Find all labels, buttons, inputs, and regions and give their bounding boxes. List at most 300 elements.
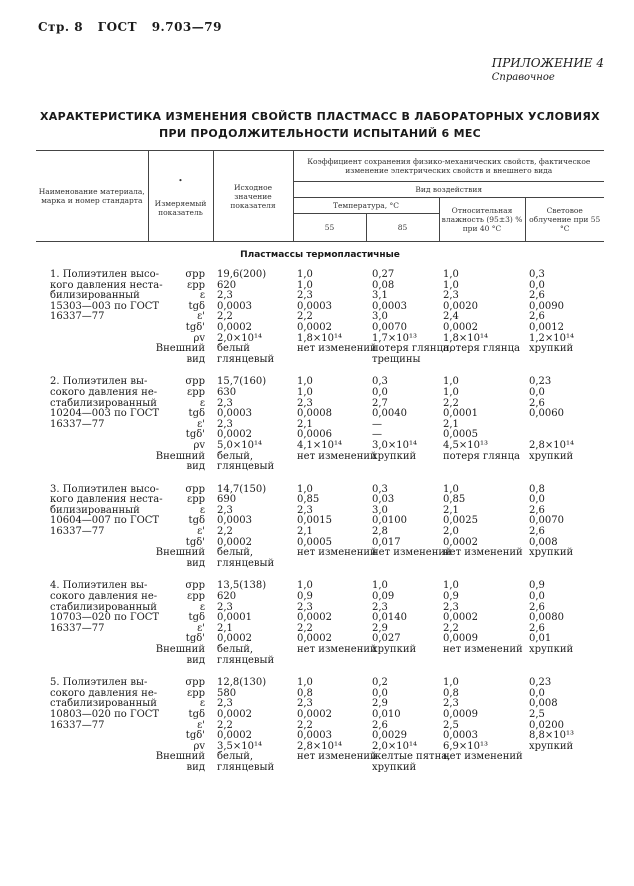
material-name-line: билизированный [50,504,140,516]
light-values-line: 0,0 [529,591,545,603]
humidity-values-line: 2,0 [443,526,459,538]
initial-values-line: белый, [217,751,254,763]
measured-params-line: tgδ' [185,633,205,645]
initial-values-line: 0,0002 [217,708,252,720]
light-values-line: 0,23 [529,677,552,689]
standard-label: ГОСТ [97,20,137,34]
appendix-subtitle: Справочное [491,72,555,83]
measured-params-line: εрр [187,494,205,506]
humidity-values-line: 0,9 [443,591,459,603]
light-values-line: хрупкий [529,740,574,752]
t85-values-line: 2,3 [372,601,388,613]
t85-values-line: 0,0040 [372,408,407,420]
light-values-line: 0,0070 [529,515,564,527]
t55-values-line: 0,85 [297,494,320,506]
light-values-cell [525,678,604,785]
table-row [36,377,604,484]
t55-values-line: 2,2 [297,622,313,634]
humidity-values-line [443,656,524,667]
material-name-cell [36,376,160,484]
t85-values-line: 2,9 [372,622,388,634]
measured-params-line: tgδ [188,515,205,527]
initial-values-line: 0,0002 [217,321,252,333]
humidity-values-line [443,462,524,473]
t55-values-line: 1,0 [297,269,313,280]
measured-params-line: ρv [193,439,205,451]
light-values-line: 0,0060 [529,408,564,420]
initial-values-line: 620 [217,591,237,603]
t85-values-line: хрупкий [372,761,417,773]
t85-values-line: 2,6 [372,719,388,731]
light-values-line: 0,0 [529,279,545,291]
light-values-line: 2,5 [529,708,545,720]
page-header [38,20,232,34]
measured-params-line: ε' [197,418,205,430]
t55-values-line: 0,0005 [297,536,332,548]
measured-params-line: Внешний [155,547,205,559]
measured-params-line: вид [186,761,205,773]
t55-values-line: 0,0002 [297,321,332,333]
initial-values-line: глянцевый [217,557,275,569]
light-values-line: 0,3 [529,269,545,280]
humidity-values-line: 2,1 [443,418,459,430]
initial-values-cell [213,678,293,785]
initial-values-line: 2,0×10¹⁴ [217,332,263,344]
t85-values-line: 0,0003 [372,300,407,312]
t55-values-line: 0,0003 [297,300,332,312]
t85-values-line: 2,7 [372,397,388,409]
humidity-values-line: потеря глянца [443,343,520,355]
col-header-measured-text: Измеряемый показатель [154,198,207,217]
measured-params-line: вид [186,461,205,473]
t55-values-line: 1,0 [297,279,313,291]
col-header-light: Световое облучение при 55 °С [525,198,604,242]
light-values-line: хрупкий [529,547,574,559]
measured-params-line: tgδ' [185,536,205,548]
light-values-line [529,355,603,366]
col-header-coefficient: Коэффициент сохранения физико-механических свойств, фактическое изменение электрических свойств и внешнего вида [293,151,604,182]
t85-values-line: желтые пятна, [372,751,451,763]
measured-params-line: σрр [185,269,205,280]
light-values-line: 2,6 [529,622,545,634]
col-header-exposure: Вид воздействия [293,182,604,198]
light-values-line: 2,6 [529,290,545,302]
t55-values-line: 2,3 [297,601,313,613]
col-header-temperature [293,198,439,242]
measured-params-line: ε' [197,526,205,538]
humidity-values-line: 1,8×10¹⁴ [443,332,489,344]
humidity-values-line: 2,2 [443,397,459,409]
measured-params-cell [148,581,213,678]
initial-values-line: 2,2 [217,311,233,323]
humidity-values-line: нет изменений [443,751,523,763]
material-name-cell [36,677,160,785]
initial-values-line: глянцевый [217,353,275,365]
measured-params-line: tgδ' [185,321,205,333]
initial-values-line: глянцевый [217,761,275,773]
light-values-line: хрупкий [529,450,574,462]
col-header-measured [148,151,213,242]
measured-params-line: tgδ [188,612,205,624]
measured-params-line: ε' [197,311,205,323]
t85-values-line: 0,3 [372,376,388,388]
initial-values-line: 0,0002 [217,536,252,548]
material-name-line: 16337—77 [50,418,105,430]
t85-values-line: 2,8 [372,526,388,538]
measured-params-line: ε [199,698,205,710]
measured-params-line: tgδ' [185,730,205,742]
initial-values-line: 2,3 [217,397,233,409]
humidity-values-line: 1,0 [443,376,459,388]
t85-values-line: трещины [372,353,421,365]
measured-params-line: σрр [185,677,205,689]
material-name-line: 15303—003 по ГОСТ [50,300,160,312]
header-dot: • [178,175,183,185]
t55-values-line: 1,0 [297,386,313,398]
measured-params-line: εрр [187,386,205,398]
t55-values-line: 2,1 [297,526,313,538]
measured-params-line: ε [199,601,205,613]
t55-values-cell [293,483,377,582]
measured-params-line: εрр [187,279,205,291]
light-values-line: 2,8×10¹⁴ [529,439,575,451]
table-header [36,151,604,243]
initial-values-line: белый, [217,450,254,462]
humidity-values-line: 0,0002 [443,536,478,548]
t55-values-line: 1,0 [297,580,313,592]
t85-values-line [372,559,438,570]
t85-values-line: 3,0 [372,504,388,516]
t85-values-line: 0,0 [372,687,388,699]
measured-params-line: σрр [185,483,205,495]
light-values-line [529,420,603,431]
humidity-values-line: 0,0001 [443,408,478,420]
material-name-line: билизированный [50,290,140,302]
initial-values-line: 0,0002 [217,730,252,742]
measured-params-line: ε [199,290,205,302]
material-name-line: 16337—77 [50,719,105,731]
table-row [36,678,604,785]
t85-values-line: 0,0 [372,386,388,398]
material-name-cell [36,483,163,582]
light-values-line [529,763,603,774]
humidity-values-line: 6,9×10¹³ [443,740,489,752]
t55-values-line: 2,1 [297,418,313,430]
t55-values-line: 4,1×10¹⁴ [297,439,343,451]
measured-params-line: Внешний [155,343,205,355]
title-line-1: ХАРАКТЕРИСТИКА ИЗМЕНЕНИЯ СВОЙСТВ ПЛАСТМАСС В ЛАБОРАТОРНЫХ УСЛОВИЯХ [40,110,600,123]
t55-values-line: 0,0002 [297,612,332,624]
temperature-label: Температура, °С [294,198,439,214]
light-values-line: 8,8×10¹³ [529,730,575,742]
table-body [36,242,604,786]
initial-values-line: 15,7(160) [217,376,267,388]
initial-values-line: белый, [217,644,254,655]
material-name-line: 5. Полиэтилен вы- [50,677,148,689]
humidity-values-line: 2,3 [443,290,459,302]
t55-values-line: 2,3 [297,290,313,302]
t85-values-line: 2,9 [372,698,388,710]
humidity-values-line: 1,0 [443,677,459,689]
initial-values-line: 2,2 [217,719,233,731]
t85-values-line: 1,0 [372,580,388,592]
measured-params-line: tgδ' [185,429,205,441]
light-values-line: 2,6 [529,397,545,409]
section-row [36,242,604,270]
measured-params-line: σрр [185,376,205,388]
temp-55-label: 55 [324,223,335,232]
t55-values-line: 1,0 [297,376,313,388]
light-values-line: 0,0012 [529,321,564,333]
t85-values-line: 0,09 [372,591,395,603]
t55-values-line: 0,9 [297,591,313,603]
humidity-values-line: 0,0025 [443,515,478,527]
t85-values-line: 0,0140 [372,612,407,624]
initial-values-line: 2,3 [217,698,233,710]
material-name-line: сокого давления не- [50,687,158,699]
material-name-line: стабилизированный [50,397,157,409]
humidity-values-line: 1,0 [443,580,459,592]
t85-values-cell [368,377,439,484]
t55-values-cell [293,580,377,678]
humidity-values-line: 0,8 [443,687,459,699]
light-values-line: хрупкий [529,343,574,355]
light-values-line: 2,6 [529,311,545,323]
material-name-line: сокого давления не- [50,386,158,398]
measured-params-line: tgδ [188,708,205,720]
measured-params-line: εрр [187,687,205,699]
light-values-line: 1,2×10¹⁴ [529,332,575,344]
initial-values-line: 2,3 [217,601,233,613]
humidity-values-line: 2,4 [443,311,459,323]
humidity-values-cell [439,377,525,484]
col-header-humidity: Относительная влажность (95±3) % при 40 °С [439,198,525,242]
t85-values-line: — [372,429,382,441]
humidity-values-line [443,355,524,366]
initial-values-line: 2,3 [217,504,233,516]
t55-values-line: 1,0 [297,483,313,495]
humidity-values-cell [439,270,525,377]
t85-values-line: 0,027 [372,633,401,645]
t85-values-line: 0,03 [372,494,395,506]
material-name-line: стабилизированный [50,601,157,613]
initial-values-line: 690 [217,494,237,506]
measured-params-line: tgδ [188,300,205,312]
measured-params-line: ρv [193,332,205,344]
humidity-values-line: 2,3 [443,601,459,613]
t85-values-line: 0,3 [372,483,388,495]
t55-values-cell [293,269,377,377]
t55-values-line: нет изменений [297,751,377,763]
measured-params-line: Внешний [155,644,205,655]
t85-values-line: — [372,418,382,430]
light-values-line: 0,0080 [529,612,564,624]
initial-values-cell [213,377,293,484]
measured-params-line: ρv [193,740,205,752]
material-name-line: 10604—007 по ГОСТ [50,515,160,527]
initial-values-line: 2,1 [217,622,233,634]
t55-values-line: 2,3 [297,504,313,516]
t55-values-line: нет изменений [297,450,377,462]
light-values-line: 0,0200 [529,719,564,731]
t55-values-line: 2,8×10¹⁴ [297,740,343,752]
light-values-line: 0,0090 [529,300,564,312]
humidity-values-line: 1,0 [443,269,459,280]
t55-values-line: 0,0003 [297,730,332,742]
t55-values-line: нет изменений [297,644,377,655]
material-name-line: 3. Полиэтилен высо- [50,483,159,495]
t55-values-line [297,763,367,774]
t55-values-line: 2,3 [297,698,313,710]
material-name-line: сокого давления не- [50,591,158,603]
appendix-block [492,56,604,83]
humidity-values-line: 2,3 [443,698,459,710]
col-header-material: Наименование материала, марка и номер стандарта [36,151,148,242]
light-values-line: 0,23 [529,376,552,388]
humidity-values-line [443,559,524,570]
t85-values-line: 0,27 [372,269,395,280]
measured-params-line: вид [186,353,205,365]
initial-values-line: глянцевый [217,654,275,666]
t55-values-line: 0,0002 [297,633,332,645]
t55-values-line: 1,0 [297,677,313,689]
initial-values-line: 13,5(138) [217,580,267,592]
measured-params-line: Внешний [155,751,205,763]
initial-values-line: 0,0003 [217,408,252,420]
material-name-line: кого давления неста- [50,279,163,291]
light-values-line: 0,01 [529,633,552,645]
t85-values-line: 2,0×10¹⁴ [372,740,418,752]
t85-values-line: 0,0070 [372,321,407,333]
t55-values-cell [293,677,377,785]
initial-values-line: 580 [217,687,237,699]
humidity-values-line: 0,85 [443,494,466,506]
temperature-subheaders [294,214,439,241]
t55-values-line: 1,8×10¹⁴ [297,332,343,344]
initial-values-cell [213,270,293,377]
initial-values-line: 0,0001 [217,612,252,624]
humidity-values-line: потеря глянца [443,450,520,462]
light-values-line: 0,0 [529,687,545,699]
initial-values-line: 620 [217,279,237,291]
measured-params-line: εрр [187,591,205,603]
t55-values-line [297,462,367,473]
t85-values-cell [368,581,439,678]
material-name-line: кого давления неста- [50,494,163,506]
t85-values-line: 0,010 [372,708,401,720]
initial-values-line: 2,3 [217,290,233,302]
initial-values-line: 0,0002 [217,429,252,441]
initial-values-line: 5,0×10¹⁴ [217,439,263,451]
light-values-line: 2,6 [529,601,545,613]
t55-values-line: 0,0015 [297,515,332,527]
t85-values-line [372,656,438,667]
t55-values-line: 2,3 [297,397,313,409]
initial-values-line: 14,7(150) [217,483,267,495]
t85-values-line: нет изменений [372,547,452,559]
humidity-values-line: 0,0009 [443,708,478,720]
measured-params-line: ε [199,397,205,409]
humidity-values-line: нет изменений [443,547,523,559]
measured-params-cell [148,377,213,484]
material-name-line: 1. Полиэтилен высо- [50,269,159,280]
initial-values-line: 2,2 [217,526,233,538]
light-values-line [529,656,603,667]
light-values-line: 2,6 [529,526,545,538]
t85-values-line [372,462,438,473]
light-values-cell [525,581,604,678]
light-values-cell [525,270,604,377]
initial-values-line: 0,0002 [217,633,252,645]
t55-values-line: 0,0006 [297,429,332,441]
humidity-values-line: 0,0002 [443,612,478,624]
t85-values-line: 1,7×10¹³ [372,332,418,344]
initial-values-line: 19,6(200) [217,269,267,280]
t85-values-line: 0,0029 [372,730,407,742]
initial-values-line: 3,5×10¹⁴ [217,740,263,752]
t85-values-line: 3,1 [372,290,388,302]
light-values-cell [525,485,604,582]
humidity-values-line: 2,5 [443,719,459,731]
initial-values-line: белый, [217,547,254,559]
humidity-values-line: нет изменений [443,644,523,655]
initial-values-line: белый [217,343,250,355]
light-values-line [529,462,603,473]
material-name-cell [36,269,163,377]
material-name-line: 4. Полиэтилен вы- [50,580,148,592]
material-name-line: 16337—77 [50,526,105,538]
initial-values-line: 630 [217,386,237,398]
col-header-initial: Исходное значение показателя [213,151,293,242]
section-title: Пластмассы термопластичные [240,250,400,260]
table-row [36,485,604,582]
measured-params-line: σрр [185,580,205,592]
t55-values-line: 0,8 [297,687,313,699]
t85-values-line: 0,2 [372,677,388,689]
t55-values-line: 2,2 [297,311,313,323]
measured-params-cell [148,678,213,785]
humidity-values-line: 2,2 [443,622,459,634]
light-values-line: 0,008 [529,698,558,710]
initial-values-line: 2,3 [217,418,233,430]
material-name-line: 10204—003 по ГОСТ [50,408,160,420]
t85-values-line: 0,08 [372,279,395,291]
humidity-values-line: 1,0 [443,483,459,495]
page-number: Стр. 8 [38,20,84,34]
measured-params-line: tgδ [188,408,205,420]
light-values-line: 0,0 [529,494,545,506]
t85-values-line: 3,0×10¹⁴ [372,439,418,451]
t55-values-line: 2,2 [297,719,313,731]
light-values-line [529,752,603,763]
t55-values-line: 0,0008 [297,408,332,420]
t85-values-line: хрупкий [372,450,417,462]
humidity-values-line: 0,0005 [443,429,478,441]
light-values-cell [525,377,604,484]
humidity-values-line: 2,1 [443,504,459,516]
light-values-line: 2,6 [529,504,545,516]
humidity-values-line: 0,0009 [443,633,478,645]
temp-85-label: 85 [366,214,439,241]
measured-params-line: ε' [197,719,205,731]
humidity-values-line: 0,0003 [443,730,478,742]
appendix-title: ПРИЛОЖЕНИЕ 4 [491,56,604,70]
measured-params-line: ε [199,504,205,516]
t55-values-line: нет изменений [297,547,377,559]
measured-params-line: ε' [197,622,205,634]
light-values-line: хрупкий [529,644,574,655]
humidity-values-cell [439,485,525,582]
